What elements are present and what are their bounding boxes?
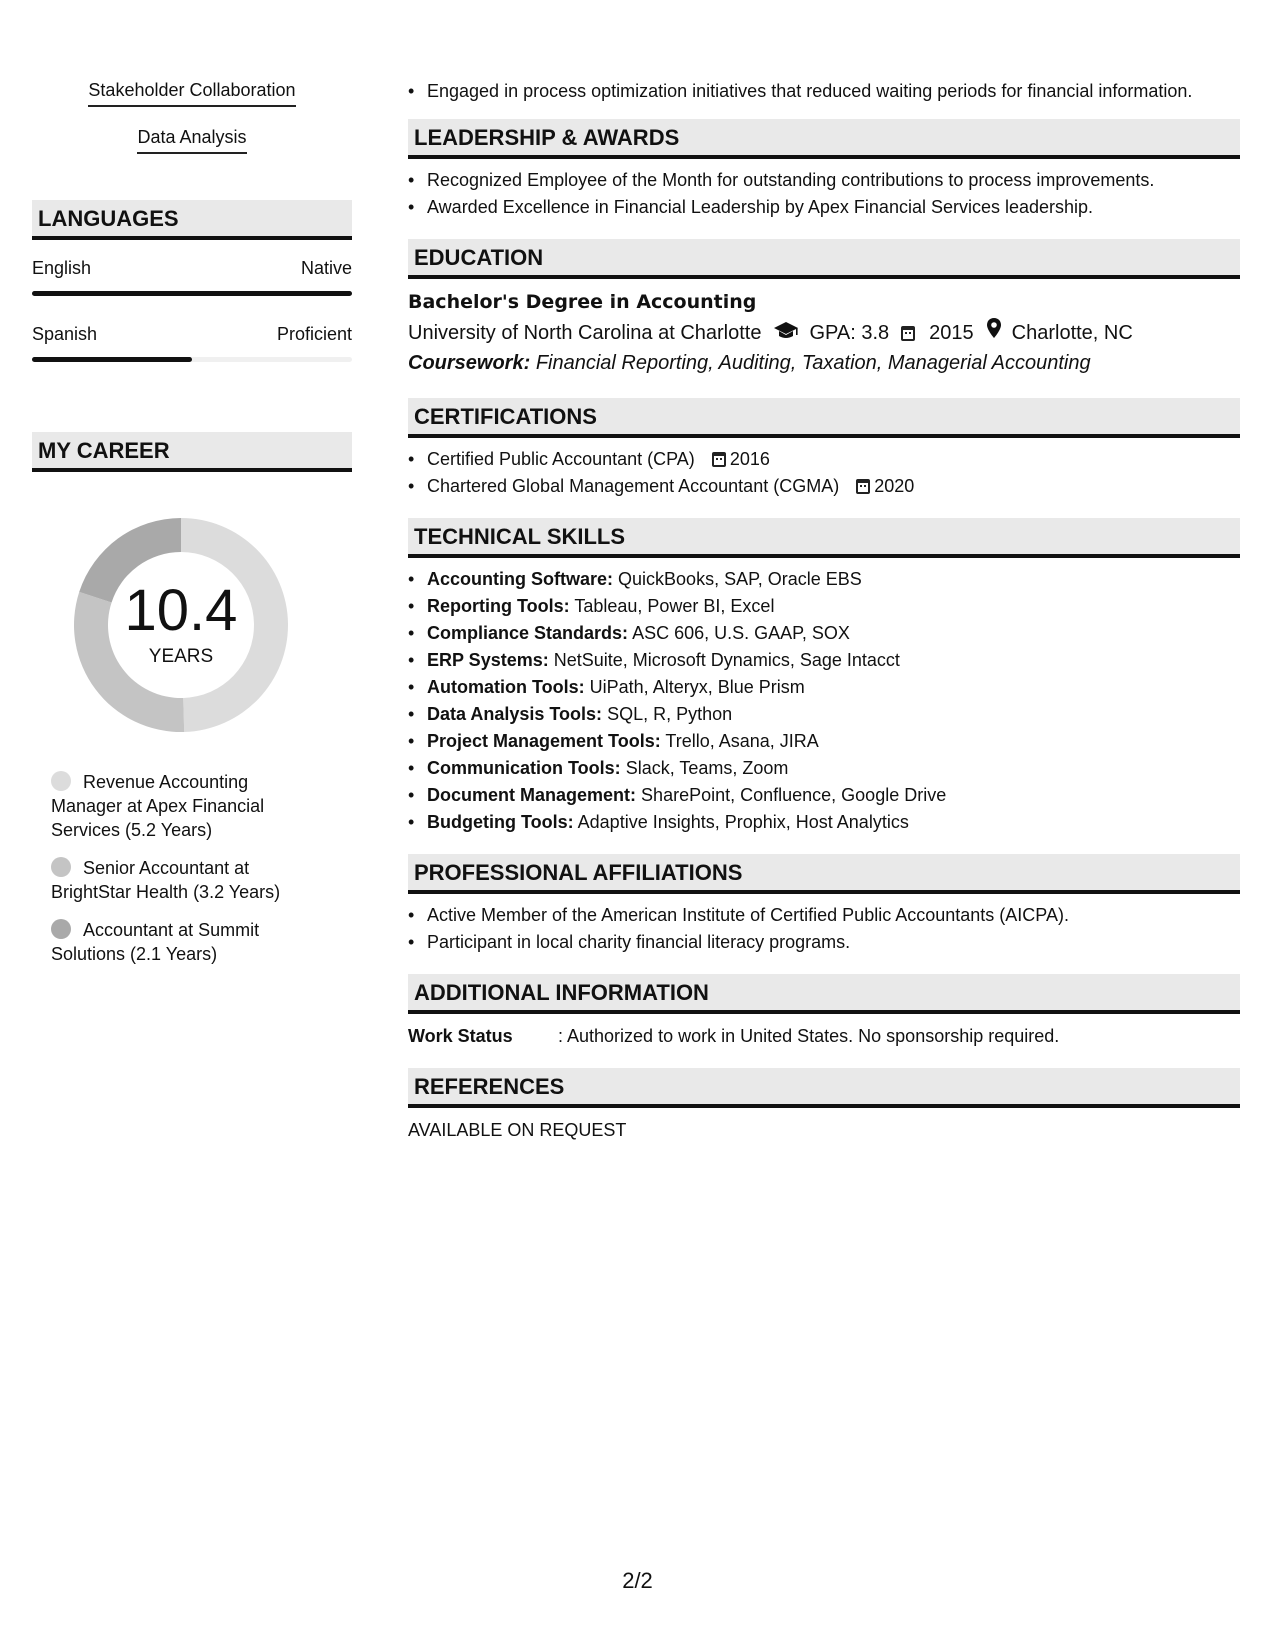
- leadership-heading: LEADERSHIP & AWARDS: [408, 119, 1240, 159]
- technical-skill-value: Tableau, Power BI, Excel: [574, 596, 775, 616]
- education-gpa: GPA: 3.8: [809, 321, 890, 344]
- certification-item: [408, 446, 1240, 473]
- affiliation-item: • Participant in local charity financial literacy programs.: [408, 929, 1240, 956]
- technical-skill-label: Automation Tools:: [427, 677, 585, 697]
- technical-skill-value: Adaptive Insights, Prophix, Host Analytics: [577, 812, 909, 832]
- language-item: [32, 324, 352, 362]
- certification-year: 2016: [729, 449, 770, 469]
- language-name: English: [32, 258, 92, 278]
- calendar-icon: [856, 479, 870, 494]
- career-item: [51, 918, 311, 966]
- education-entry: [408, 287, 1240, 378]
- education-location: Charlotte, NC: [1011, 321, 1133, 344]
- language-item: [32, 258, 352, 296]
- language-bar: [32, 357, 352, 362]
- coursework-label: Coursework:: [408, 352, 531, 374]
- skill-tag: Data Analysis: [137, 127, 246, 154]
- career-dot-icon: [51, 771, 71, 791]
- technical-skill-value: UiPath, Alteryx, Blue Prism: [589, 677, 805, 697]
- technical-skill-value: Trello, Asana, JIRA: [665, 731, 819, 751]
- technical-skill-value: QuickBooks, SAP, Oracle EBS: [618, 569, 862, 589]
- work-status-row: [408, 1022, 1240, 1050]
- technical-skill-item: [408, 593, 1240, 620]
- coursework-value: Financial Reporting, Auditing, Taxation, Managerial Accounting: [535, 352, 1091, 374]
- language-level: Proficient: [276, 324, 352, 344]
- graduation-cap-icon: [773, 318, 799, 348]
- references-text: AVAILABLE ON REQUEST: [408, 1120, 627, 1140]
- technical-skill-value: SQL, R, Python: [607, 704, 733, 724]
- calendar-icon: [901, 318, 919, 348]
- career-dot-icon: [51, 919, 71, 939]
- certifications-heading: CERTIFICATIONS: [408, 398, 1240, 438]
- certification-year: 2020: [874, 476, 915, 496]
- certification-name: Chartered Global Management Accountant (CGMA): [427, 476, 840, 496]
- career-total-unit: YEARS: [148, 646, 214, 667]
- technical-skill-item: [408, 809, 1240, 836]
- affiliation-item: • Active Member of the American Institute of Certified Public Accountants (AICPA).: [408, 902, 1240, 929]
- sidebar: [32, 80, 352, 980]
- language-bar-fill: [32, 291, 352, 296]
- career-item: [51, 770, 311, 842]
- education-degree: Bachelor's Degree in Accounting: [408, 291, 757, 313]
- education-meta: [408, 317, 1240, 348]
- technical-skill-label: ERP Systems:: [427, 650, 549, 670]
- technical-skill-label: Reporting Tools:: [427, 596, 570, 616]
- technical-skill-item: [408, 620, 1240, 647]
- technical-skill-label: Communication Tools:: [427, 758, 621, 778]
- technical-skill-label: Budgeting Tools:: [427, 812, 574, 832]
- references-heading: REFERENCES: [408, 1068, 1240, 1108]
- affiliations-heading: PROFESSIONAL AFFILIATIONS: [408, 854, 1240, 894]
- leadership-item: • Awarded Excellence in Financial Leadership by Apex Financial Services leadership.: [408, 194, 1240, 221]
- certification-item: [408, 473, 1240, 500]
- technical-skill-item: [408, 701, 1240, 728]
- main-content: [408, 78, 1240, 1144]
- technical-skill-item: [408, 782, 1240, 809]
- language-bar: [32, 291, 352, 296]
- education-year: 2015: [929, 321, 974, 344]
- career-heading: MY CAREER: [32, 432, 352, 472]
- technical-skill-label: Data Analysis Tools:: [427, 704, 603, 724]
- technical-skill-label: Accounting Software:: [427, 569, 614, 589]
- career-list: [32, 770, 352, 966]
- certification-name: Certified Public Accountant (CPA): [427, 449, 695, 469]
- career-text: Senior Accountant at BrightStar Health (3.2 Years): [51, 858, 281, 902]
- certification-date: [712, 449, 770, 469]
- experience-bullet: • Engaged in process optimization initiatives that reduced waiting periods for financial information.: [408, 78, 1240, 105]
- skill-tag-row: [32, 80, 352, 127]
- technical-skill-item: [408, 566, 1240, 593]
- leadership-item: • Recognized Employee of the Month for outstanding contributions to process improvements.: [408, 167, 1240, 194]
- language-level: Native: [300, 258, 352, 278]
- education-coursework: [408, 348, 1240, 378]
- education-heading: EDUCATION: [408, 239, 1240, 279]
- experience-bullets: [408, 78, 1240, 105]
- language-bar-fill: [32, 357, 192, 362]
- page-number: 2/2: [622, 1568, 653, 1593]
- leadership-list: [408, 167, 1240, 221]
- technical-skill-value: SharePoint, Confluence, Google Drive: [641, 785, 947, 805]
- career-donut-chart: [66, 510, 296, 740]
- affiliations-list: [408, 902, 1240, 956]
- technical-skill-label: Document Management:: [427, 785, 637, 805]
- career-dot-icon: [51, 857, 71, 877]
- language-name: Spanish: [32, 324, 98, 344]
- career-text: Accountant at Summit Solutions (2.1 Years): [51, 920, 260, 964]
- work-status-value: : Authorized to work in United States. No sponsorship required.: [558, 1026, 1060, 1046]
- technical-skill-item: [408, 728, 1240, 755]
- location-pin-icon: [986, 317, 1002, 348]
- technical-skill-item: [408, 674, 1240, 701]
- work-status-label: Work Status: [408, 1026, 513, 1046]
- skill-tag: Stakeholder Collaboration: [88, 80, 295, 107]
- technical-skill-value: ASC 606, U.S. GAAP, SOX: [632, 623, 850, 643]
- calendar-icon: [712, 452, 726, 467]
- languages-heading: LANGUAGES: [32, 200, 352, 240]
- technical-skill-item: [408, 755, 1240, 782]
- additional-info-heading: ADDITIONAL INFORMATION: [408, 974, 1240, 1014]
- skill-tag-row: [32, 127, 352, 174]
- career-text: Revenue Accounting Manager at Apex Financial Services (5.2 Years): [51, 772, 265, 840]
- certifications-list: [408, 446, 1240, 500]
- technical-skills-heading: TECHNICAL SKILLS: [408, 518, 1240, 558]
- technical-skill-item: [408, 647, 1240, 674]
- career-total-value: 10.4: [124, 578, 238, 643]
- certification-date: [856, 476, 914, 496]
- technical-skill-label: Compliance Standards:: [427, 623, 629, 643]
- technical-skill-value: Slack, Teams, Zoom: [625, 758, 789, 778]
- technical-skills-list: [408, 566, 1240, 836]
- career-item: [51, 856, 311, 904]
- technical-skill-value: NetSuite, Microsoft Dynamics, Sage Intacct: [553, 650, 900, 670]
- career-donut-center: [66, 510, 296, 740]
- education-school: University of North Carolina at Charlotte: [408, 321, 762, 344]
- technical-skill-label: Project Management Tools:: [427, 731, 661, 751]
